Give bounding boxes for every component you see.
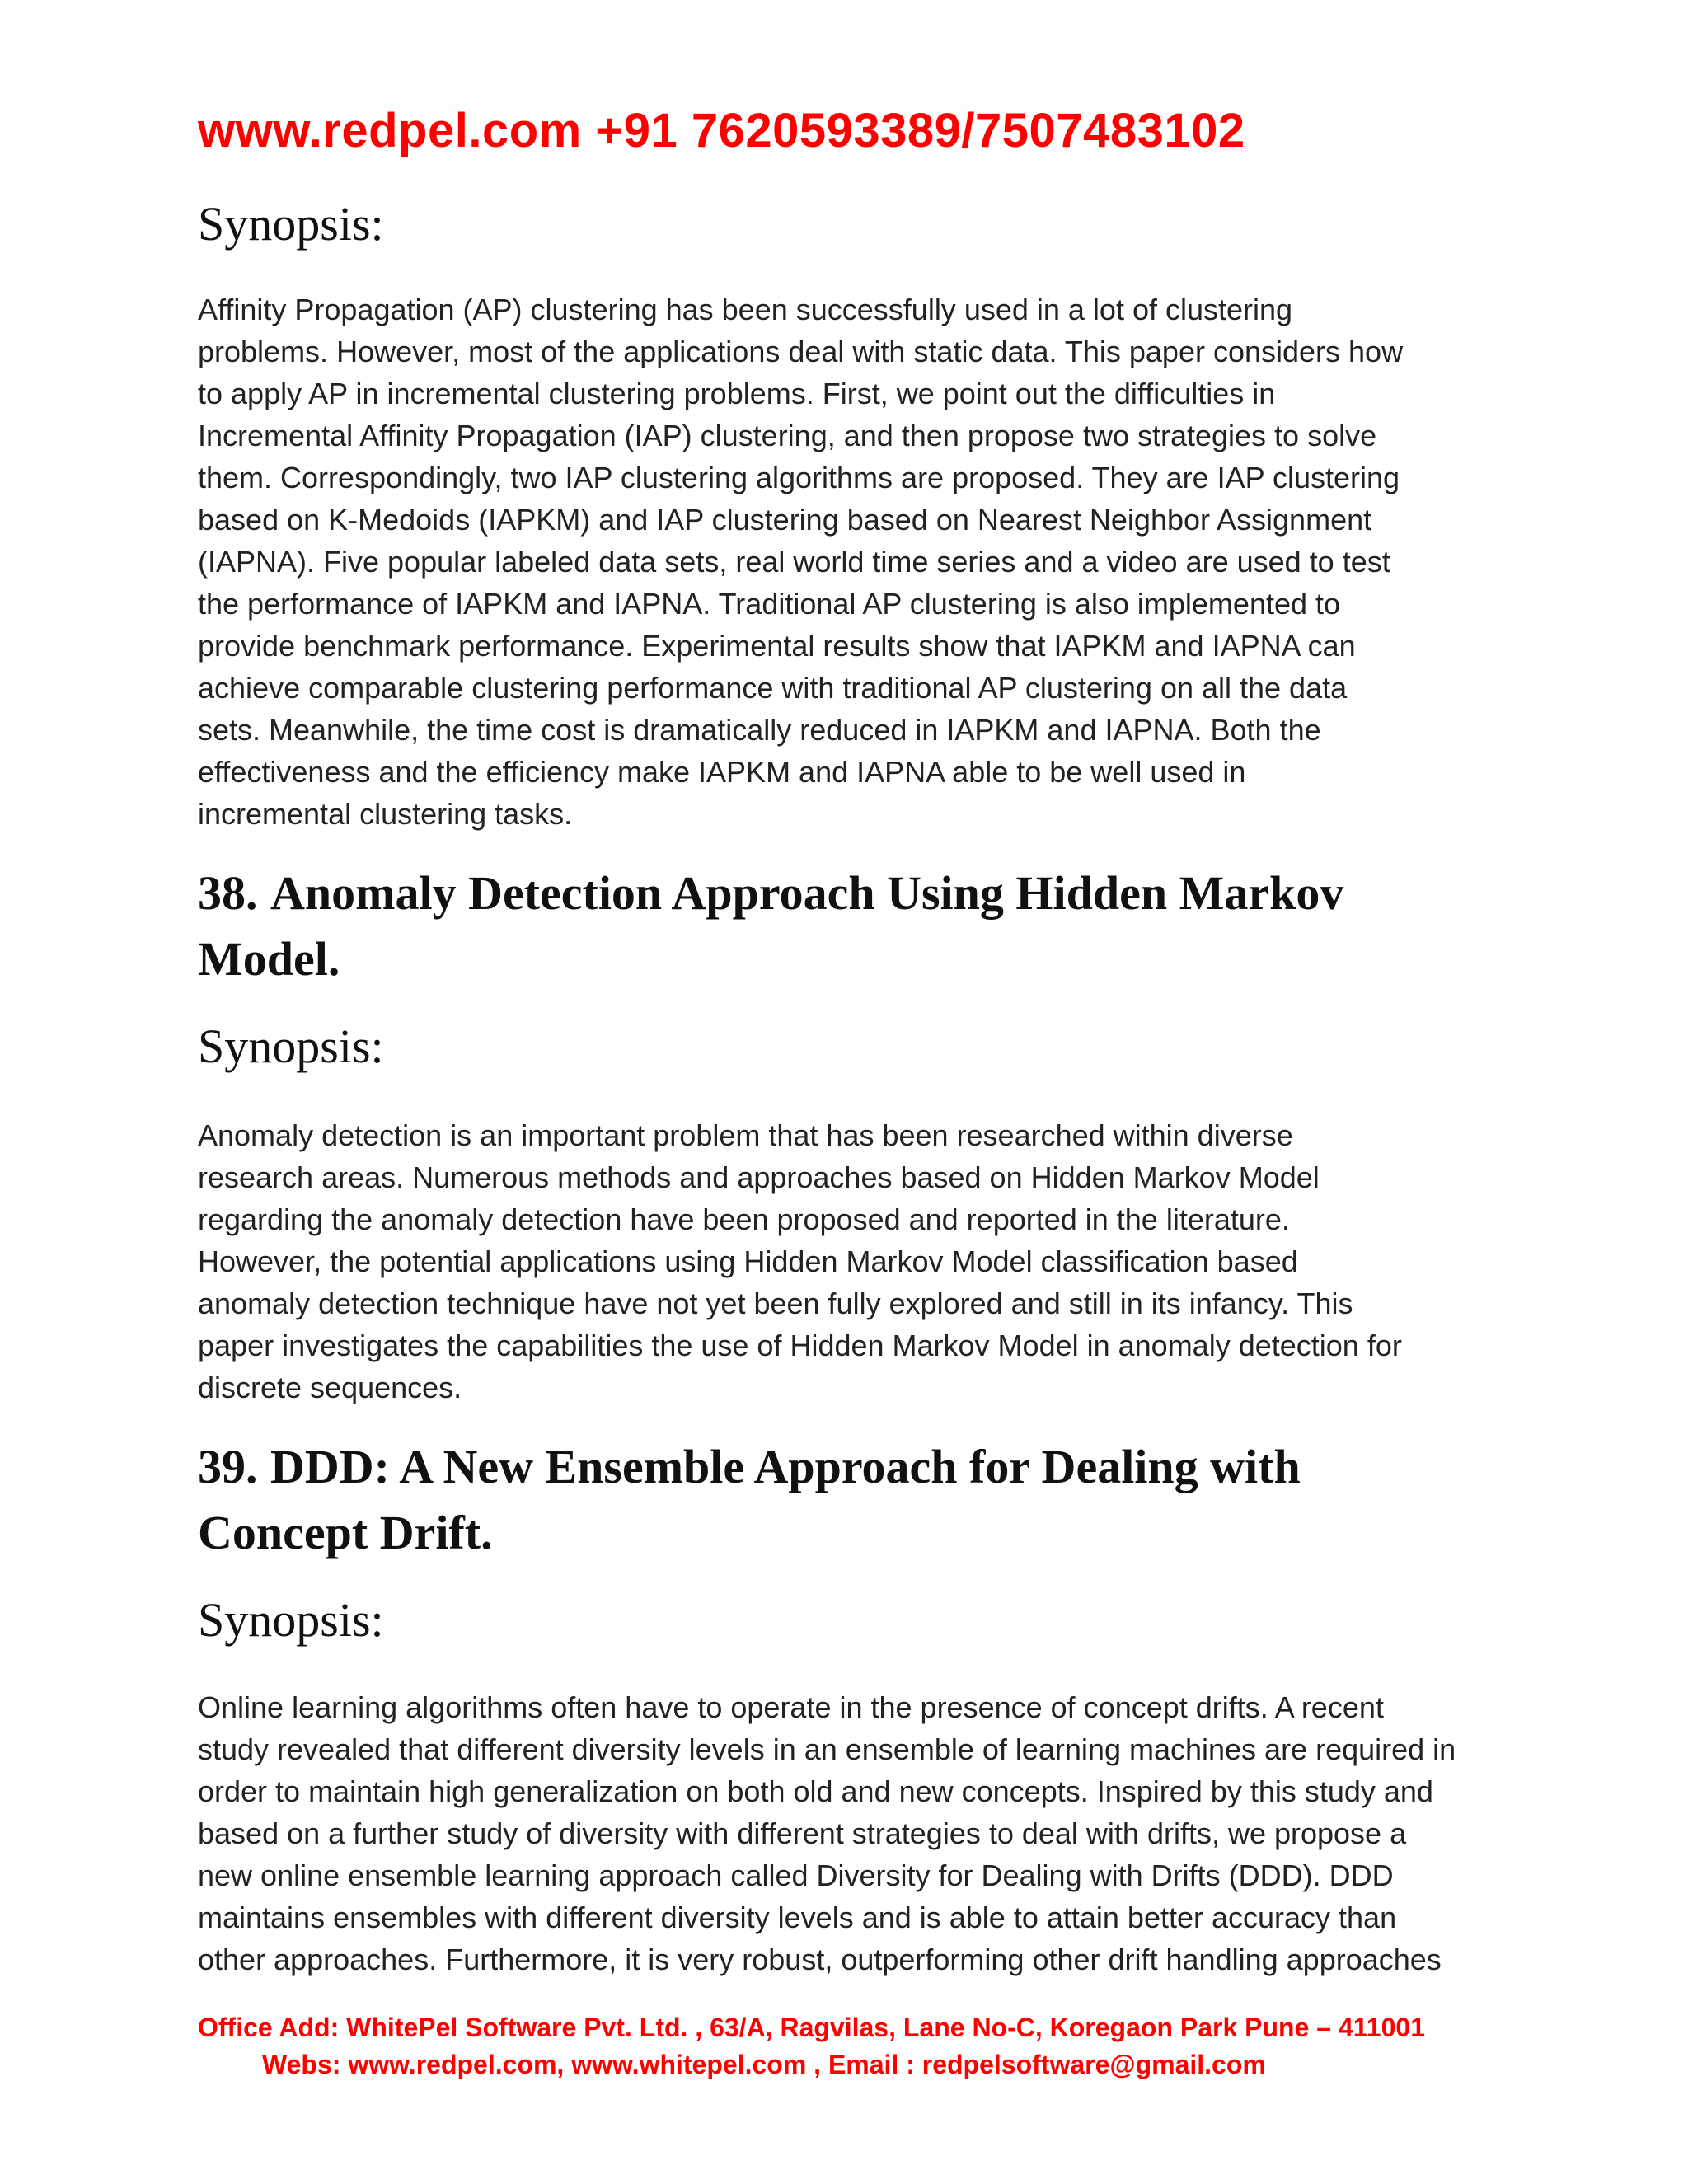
body-line: the performance of IAPKM and IAPNA. Traditional AP clustering is also implemented to	[198, 587, 1341, 621]
body-line: paper investigates the capabilities the use of Hidden Markov Model in anomaly detection for	[198, 1329, 1402, 1362]
section-title-line2: Concept Drift.	[198, 1506, 493, 1559]
section-title-line1: DDD: A New Ensemble Approach for Dealing with	[270, 1440, 1301, 1493]
body-line: them. Correspondingly, two IAP clustering algorithms are proposed. They are IAP clustering	[198, 461, 1400, 494]
body-line: to apply AP in incremental clustering problems. First, we point out the difficulties in	[198, 377, 1276, 410]
body-line: order to maintain high generalization on both old and new concepts. Inspired by this study and	[198, 1774, 1433, 1808]
body-line: Online learning algorithms often have to operate in the presence of concept drifts. A recent	[198, 1690, 1384, 1724]
body-line: study revealed that different diversity levels in an ensemble of learning machines are required in	[198, 1732, 1456, 1766]
footer-address: Office Add: WhitePel Software Pvt. Ltd. , 63/A, Ragvilas, Lane No-C, Koregaon Park Pune – 411001	[198, 2013, 1425, 2042]
synopsis-body	[198, 1114, 1500, 1408]
body-line: discrete sequences.	[198, 1371, 462, 1404]
body-line: maintains ensembles with different diversity levels and is able to attain better accuracy than	[198, 1900, 1397, 1934]
body-line: incremental clustering tasks.	[198, 797, 573, 831]
body-line: anomaly detection technique have not yet been fully explored and still in its infancy. This	[198, 1286, 1353, 1320]
body-line: based on K-Medoids (IAPKM) and IAP clustering based on Nearest Neighbor Assignment	[198, 503, 1372, 537]
body-line: other approaches. Furthermore, it is very robust, outperforming other drift handling approaches	[198, 1943, 1442, 1976]
synopsis-body	[198, 1686, 1500, 1980]
body-line: effectiveness and the efficiency make IAPKM and IAPNA able to be well used in	[198, 755, 1246, 789]
section-title-line1: Anomaly Detection Approach Using Hidden Markov	[270, 866, 1344, 920]
body-line: based on a further study of diversity with different strategies to deal with drifts, we propose a	[198, 1816, 1407, 1850]
body-line: provide benchmark performance. Experimental results show that IAPKM and IAPNA can	[198, 629, 1356, 663]
body-line: Incremental Affinity Propagation (IAP) clustering, and then propose two strategies to solve	[198, 419, 1377, 452]
section-title-38	[198, 860, 1517, 992]
synopsis-body	[198, 288, 1500, 835]
section-title-line2: Model.	[198, 932, 340, 986]
body-line: Anomaly detection is an important problem that has been researched within diverse	[198, 1118, 1293, 1152]
body-line: new online ensemble learning approach called Diversity for Dealing with Drifts (DDD). DDD	[198, 1858, 1394, 1892]
footer-websites: Webs: www.redpel.com, www.whitepel.com , Email : redpelsoftware@gmail.com	[262, 2050, 1266, 2079]
body-line: sets. Meanwhile, the time cost is dramatically reduced in IAPKM and IAPNA. Both the	[198, 713, 1321, 747]
body-line: problems. However, most of the applications deal with static data. This paper considers how	[198, 335, 1404, 368]
synopsis-label: Synopsis:	[198, 1019, 384, 1073]
body-line: (IAPNA). Five popular labeled data sets, real world time series and a video are used to test	[198, 545, 1390, 579]
body-line: research areas. Numerous methods and approaches based on Hidden Markov Model	[198, 1160, 1320, 1194]
body-line: However, the potential applications using Hidden Markov Model classification based	[198, 1244, 1298, 1278]
section-number: 39.	[198, 1440, 258, 1493]
body-line: Affinity Propagation (AP) clustering has been successfully used in a lot of clustering	[198, 293, 1293, 326]
synopsis-label: Synopsis:	[198, 197, 384, 251]
section-number: 38.	[198, 866, 258, 920]
body-line: regarding the anomaly detection have been proposed and reported in the literature.	[198, 1202, 1290, 1236]
contact-header: www.redpel.com +91 7620593389/7507483102	[198, 104, 1245, 157]
body-line: achieve comparable clustering performance with traditional AP clustering on all the data	[198, 671, 1348, 705]
synopsis-label: Synopsis:	[198, 1593, 384, 1647]
section-title-39	[198, 1434, 1517, 1566]
